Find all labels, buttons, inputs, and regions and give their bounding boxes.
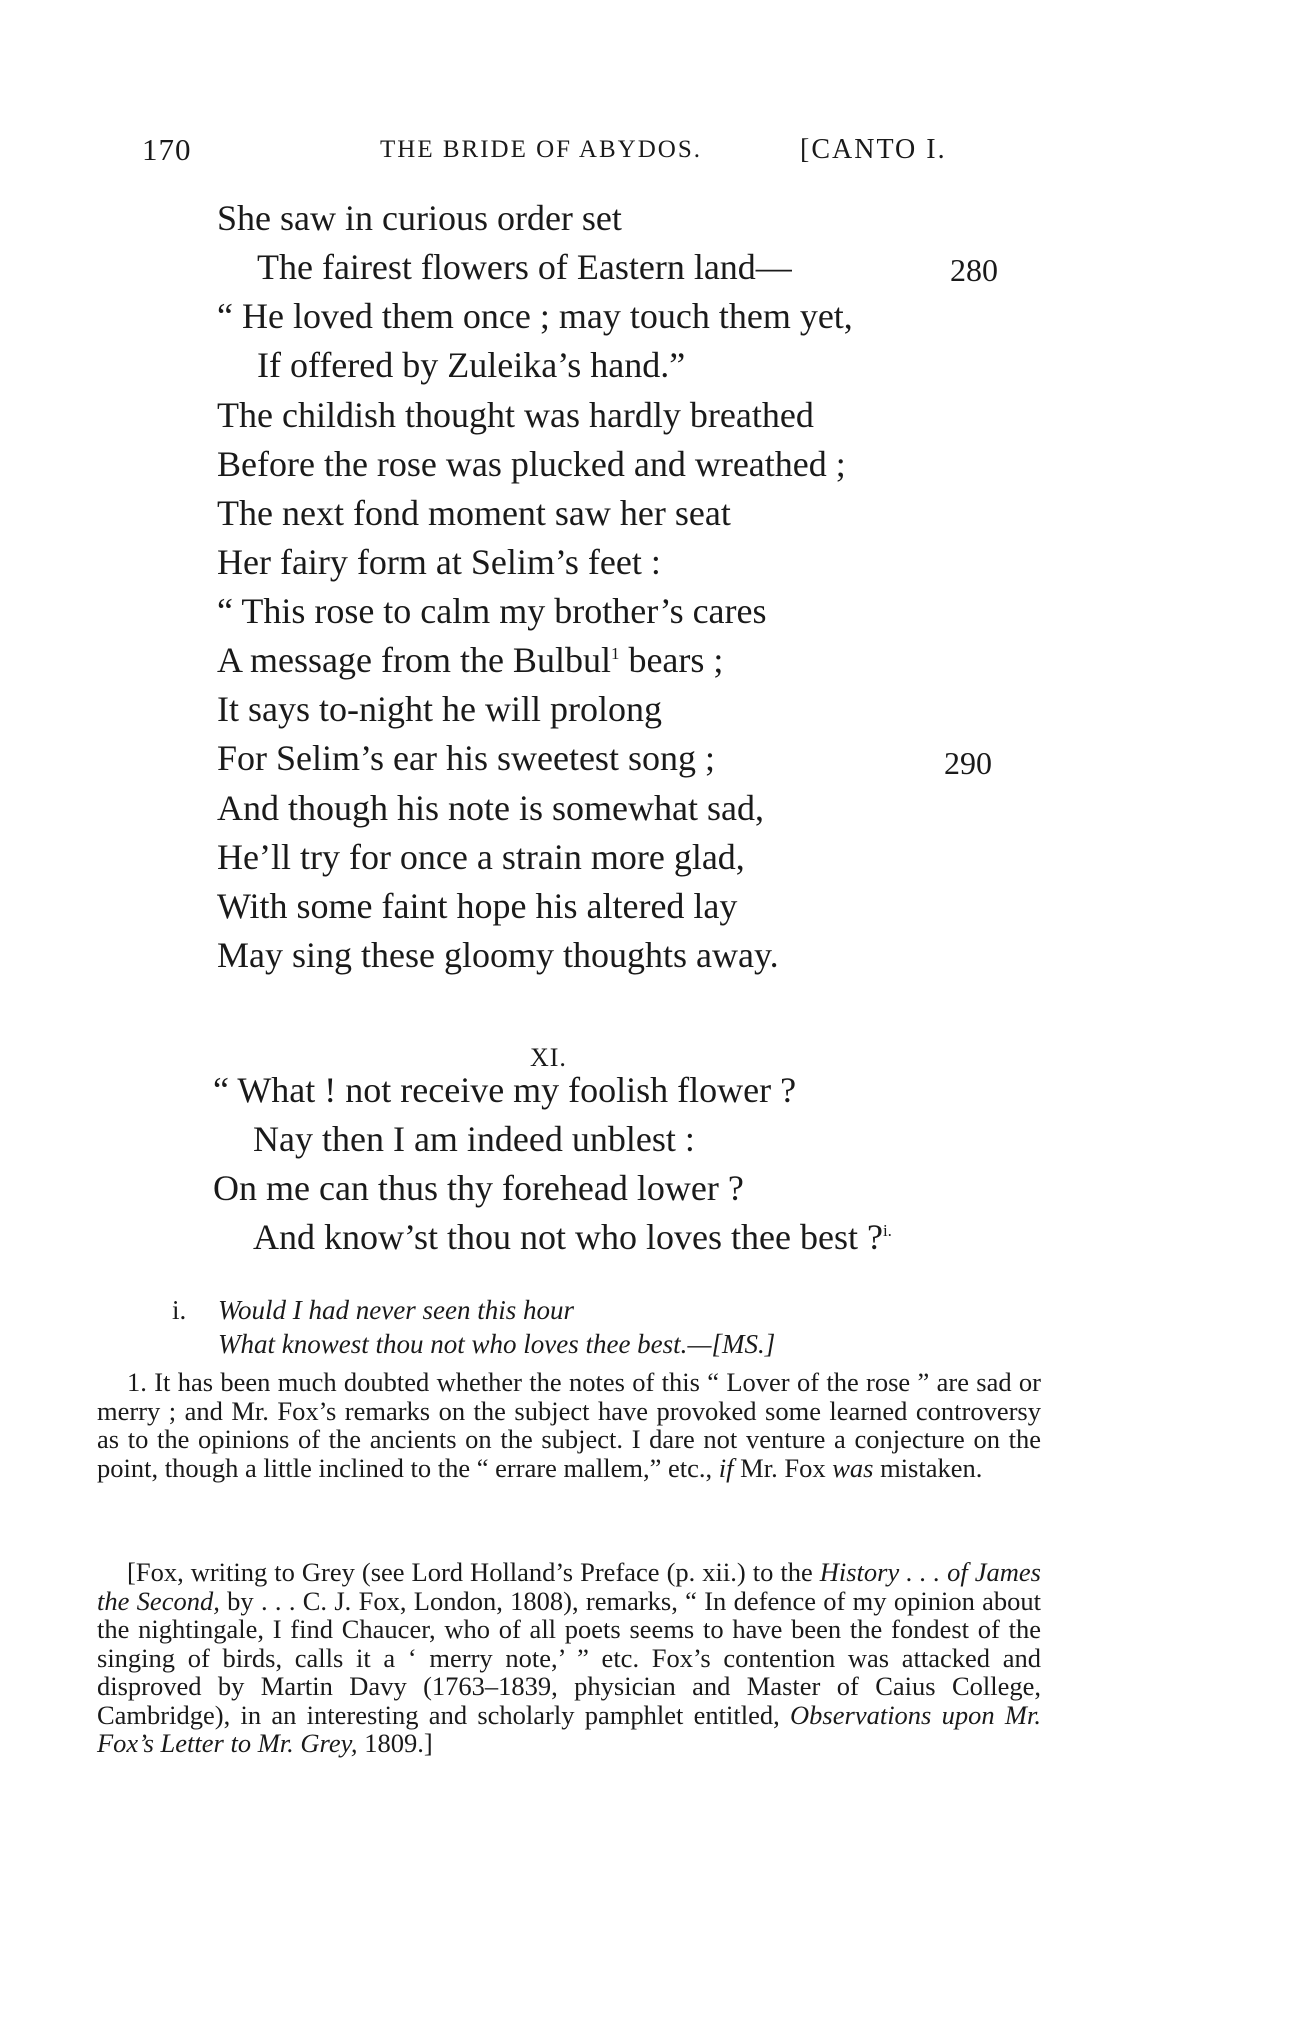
verse-line: If offered by Zuleika’s hand.”: [257, 345, 686, 385]
line-number: 290: [944, 745, 992, 781]
verse-line: And though his note is somewhat sad,: [217, 788, 764, 828]
page-number: 170: [142, 132, 192, 167]
verse-line: [217, 640, 723, 680]
footnote-text: Mr. Fox: [733, 1452, 826, 1483]
running-head: [0, 132, 1314, 172]
variant-line: What knowest thou not who loves thee best.: [218, 1329, 688, 1359]
verse-text: A message from the Bulbul: [217, 640, 611, 680]
running-title: THE BRIDE OF ABYDOS.: [380, 136, 702, 163]
footnote-text: 1809.]: [357, 1728, 433, 1758]
verse-text: And know’st thou not who loves thee best ?: [253, 1217, 883, 1257]
verse-line: On me can thus thy forehead lower ?: [213, 1168, 744, 1208]
variant-line: Would I had never seen this hour: [218, 1295, 574, 1325]
footnote-text: by . . . C. J. Fox, London, 1808), remarks, “ In defence of my opinion about the nightingale, I find Chaucer, who of all poets seems to have been the fondest of the singing of birds, calls it a ‘ merry note,’ ” etc. Fox’s contention was attacked and disproved by Martin Davy (1763–1839, physician and Master of Caius College, Cambridge), in an interesting and scholarly pamphlet entitled,: [97, 1585, 1041, 1730]
footnote-ref[interactable]: 1: [610, 644, 620, 663]
variant-ref[interactable]: i.: [882, 1221, 892, 1240]
footnote-italic: History . . . of James the Second,: [97, 1557, 1041, 1616]
verse-text: bears ;: [619, 640, 724, 680]
verse-line: The childish thought was hardly breathed: [217, 395, 814, 435]
verse-line: “ He loved them once ; may touch them yet,: [217, 296, 853, 336]
footnote-italic: Observations upon Mr. Fox’s Letter to Mr. Grey,: [97, 1699, 1042, 1758]
verse-line: Nay then I am indeed unblest :: [253, 1119, 695, 1159]
verse-line: For Selim’s ear his sweetest song ;: [217, 738, 715, 778]
verse-line: May sing these gloomy thoughts away.: [217, 935, 779, 975]
verse-line: The fairest flowers of Eastern land—: [257, 247, 792, 287]
verse-line: She saw in curious order set: [217, 198, 622, 238]
verse-line: With some faint hope his altered lay: [217, 886, 738, 926]
verse-line: “ This rose to calm my brother’s cares: [217, 591, 767, 631]
variant-source: —[MS.]: [687, 1329, 776, 1359]
section-number: XI.: [530, 1043, 567, 1072]
footnote-text: [Fox, writing to Grey (see Lord Holland’s Preface (p. xii.) to the: [127, 1557, 813, 1587]
verse-line: It says to-night he will prolong: [217, 689, 662, 729]
verse-line: [253, 1217, 892, 1257]
footnote-italic: if: [718, 1452, 734, 1483]
variant-label: i.: [172, 1295, 187, 1325]
verse-line: “ What ! not receive my foolish flower ?: [213, 1070, 797, 1110]
footnote-number: 1.: [127, 1367, 147, 1397]
footnote-text: mistaken.: [873, 1452, 983, 1483]
verse-line: He’ll try for once a strain more glad,: [217, 837, 745, 877]
canto-label: [CANTO I.: [800, 134, 947, 165]
footnote-italic: was: [832, 1452, 874, 1483]
variant-note: [172, 1293, 775, 1361]
verse-line: Her fairy form at Selim’s feet :: [217, 542, 661, 582]
footnote-1: [97, 1368, 1041, 1482]
line-number: 280: [950, 252, 998, 288]
footnote-2: [97, 1558, 1041, 1758]
verse-line: Before the rose was plucked and wreathed ;: [217, 444, 846, 484]
footnote-text: It has been much doubted whether the notes of this “ Lover of the rose ” are sad or merry ; and Mr. Fox’s remarks on the subject have provoked some learned controversy as to the opinions of the ancients on the subject. I dare not venture a conjecture on the point, though a little inclined to the “ errare mallem,” etc.,: [97, 1367, 1042, 1483]
verse-line: The next fond moment saw her seat: [217, 493, 731, 533]
